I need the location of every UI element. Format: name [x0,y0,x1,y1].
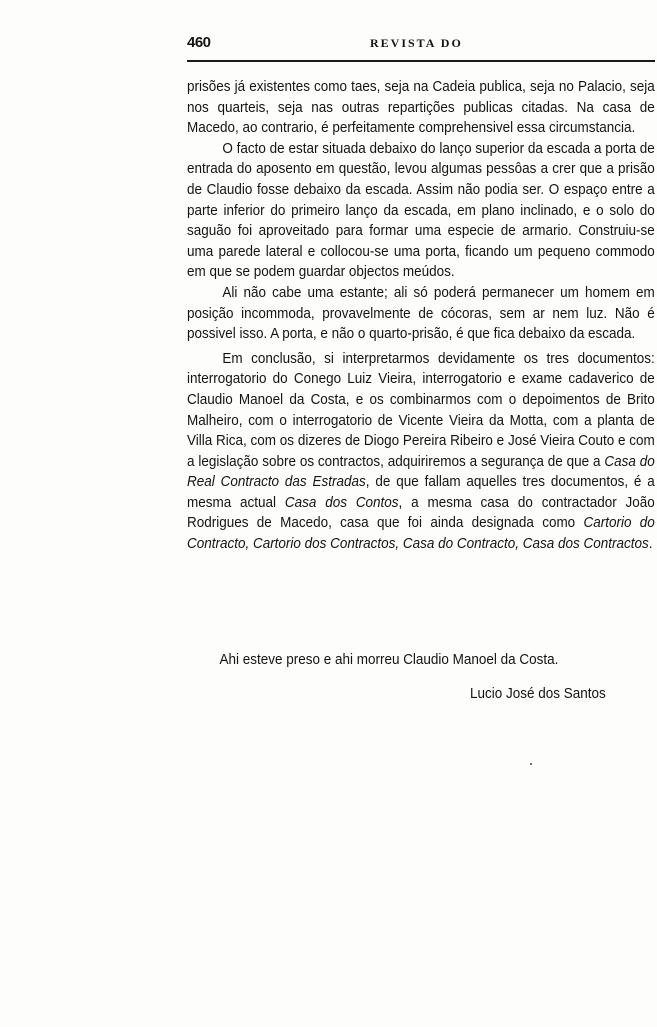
paragraph-4-text-c: , a mesma casa do contractador João Rodrigues de Macedo, casa que foi ainda designada como [187,494,655,532]
author-signature: Lucio José dos Santos [470,686,606,702]
paragraph-4-italic-1: Casa do Real Contracto das Estradas [187,453,655,491]
page-header [187,34,655,62]
running-head: REVISTA DO [370,36,463,50]
header-rule [187,60,655,62]
paragraph-4-text-d: . [648,536,653,553]
paragraph-4-text-a: Em conclusão, si interpretarmos devidamente os tres documentos: interrogatorio do Conego Luiz Vieira, interrogatorio e exame cadaverico de Claudio Manoel da Costa, e os combinarmos com o depoimentos de Brito Malheiro, com o interrogatorio de Vicente Vieira da Motta, com a planta de Villa Rica, com os dizeres de Diogo Pereira Ribeiro e José Vieira Couto e com a legislação sobre os contractos, adquiriremos a segurança de que a [187,350,655,470]
paragraph-4 [187,349,655,555]
page-number: 460 [187,34,211,51]
article-body [187,77,655,555]
paragraph-4-italic-3: Cartorio do Contracto, Cartorio dos Contractos, Casa do Contracto, Casa dos Contractos [187,515,655,553]
paragraph-4-italic-2: Casa dos Contos [284,494,399,511]
print-speck [530,763,532,765]
closing-block [187,650,622,671]
closing-line: Ahi esteve preso e ahi morreu Claudio Manoel da Costa. [219,652,559,668]
paragraph-1: prisões já existentes como taes, seja na Cadeia publica, seja no Palacio, seja nos quarteis, seja nas outras repartições publicas citadas. Na casa de Macedo, ao contrario, é perfeitamente comprehensivel essa circumstancia. [187,79,655,137]
paragraph-4-text-b: , de que fallam aquelles tres documentos, é a mesma actual [187,474,655,511]
paragraph-2: O facto de estar situada debaixo do lanço superior da escada a porta de entrada do aposento em questão, levou algumas pessôas a crer que a prisão de Claudio fosse debaixo da escada. Assim não podia ser. O espaço entre a parte inferior do primeiro lanço da escada, em plano inclinado, e o solo do saguão foi aproveitado para formar uma especie de armario. Construiu-se uma parede lateral e collocou-se uma porta, ficando um pequeno commodo em que se podem guardar objectos meúdos. [187,140,655,281]
paragraph-3: Ali não cabe uma estante; ali só poderá permanecer um homem em posição incommoda, provavelmente de cócoras, sem ar nem luz. Não é possivel isso. A porta, e não o quarto-prisão, é que fica debaixo da escada. [187,284,655,343]
